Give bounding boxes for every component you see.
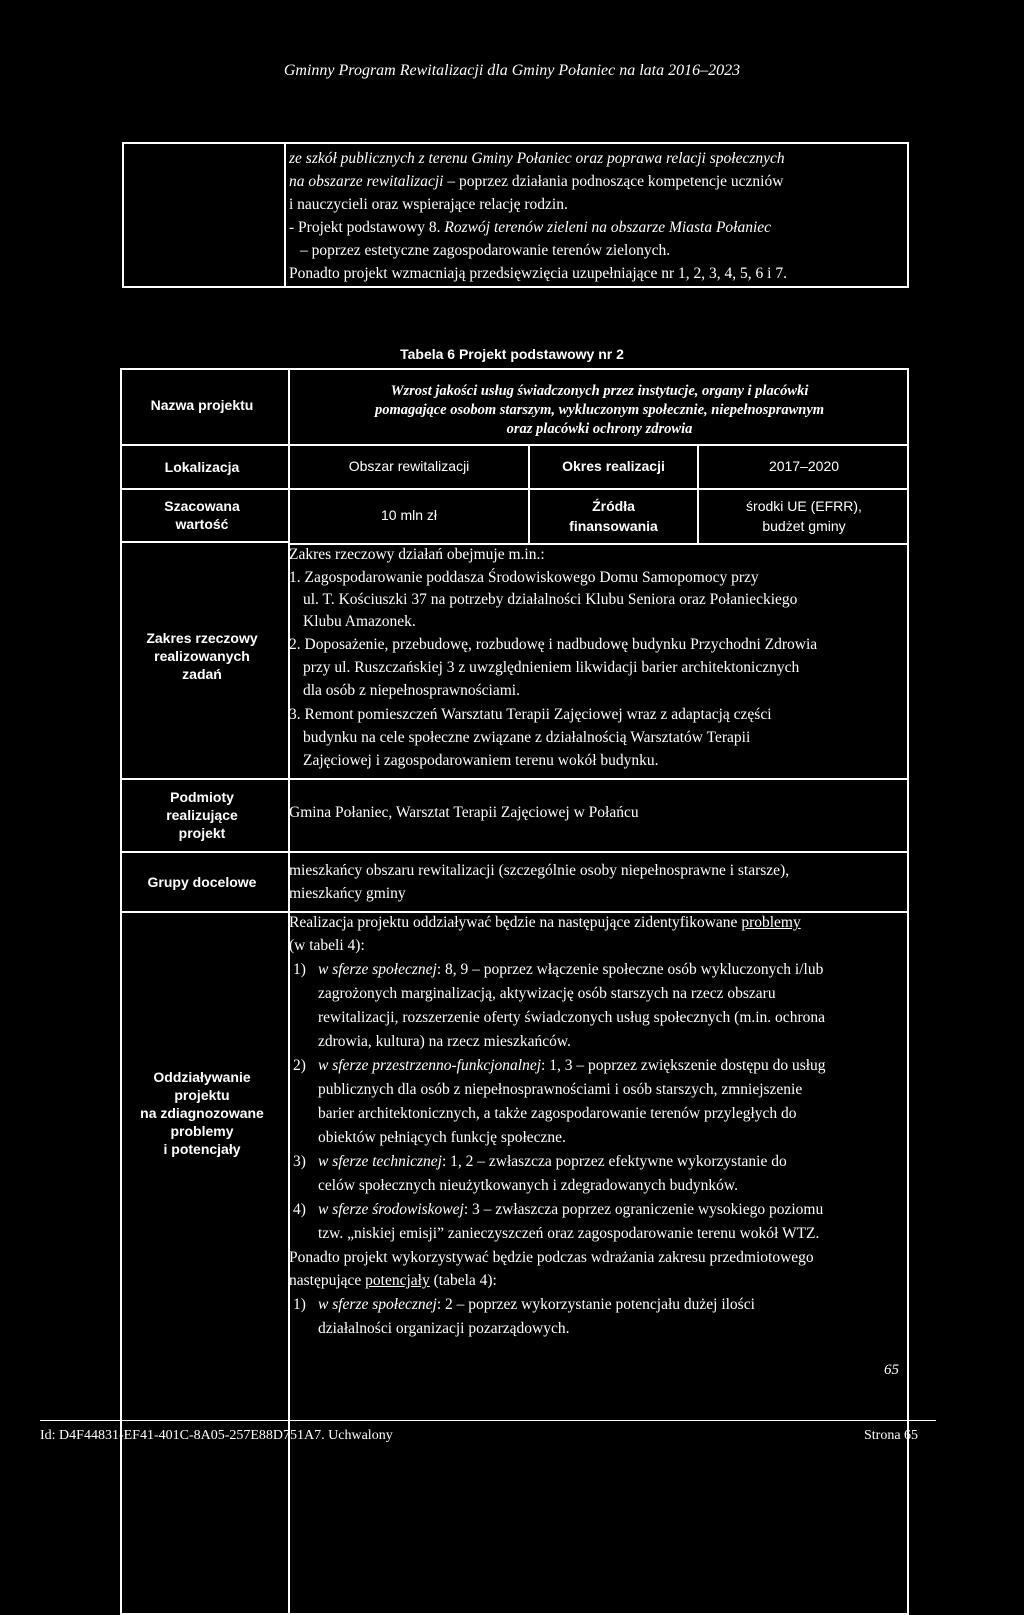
cont-line-1: ze szkół publicznych z terenu Gminy Połaniec oraz poprawa relacji społecznych: [289, 150, 785, 167]
cont-line-5: – poprzez estetyczne zagospodarowanie terenów zielonych.: [300, 242, 671, 259]
value-label: Szacowana wartość: [164, 498, 240, 532]
entities-label: Podmioty realizujące projekt: [166, 789, 238, 841]
entities-value: Gmina Połaniec, Warsztat Terapii Zajęciowej w Połańcu: [289, 804, 639, 821]
period-label: Okres realizacji: [562, 458, 665, 474]
cont-line-3: i nauczycieli oraz wspierające relację rodzin.: [289, 196, 568, 213]
value-amount: 10 mln zł: [380, 507, 438, 523]
sources-value: środki UE (EFRR), budżet gminy: [746, 498, 862, 534]
name-label: Nazwa projektu: [150, 397, 254, 413]
location-label: Lokalizacja: [164, 459, 240, 475]
table-caption: Tabela 6 Projekt podstawowy nr 2: [400, 346, 624, 362]
impact-intro: Realizacja projektu oddziaływać będzie na następujące zidentyfikowane problemy: [289, 914, 801, 931]
scope-label: Zakres rzeczowy realizowanych zadań: [146, 630, 258, 682]
period-value: 2017–2020: [768, 458, 840, 474]
cont-line-2: na obszarze rewitalizacji – poprzez działania podnoszące kompetencje uczniów: [289, 173, 784, 190]
cont-line-4: - Projekt podstawowy 8. Rozwój terenów zieleni na obszarze Miasta Połaniec: [289, 219, 772, 236]
page-number: 65: [884, 1362, 899, 1378]
sources-label: Źródła finansowania: [569, 498, 658, 534]
impact-label: Oddziaływanie projektu na zdiagnozowane problemy i potencjały: [140, 1069, 264, 1157]
location-value: Obszar rewitalizacji: [348, 458, 470, 474]
footer-doc-id: Id: D4F44831-EF41-401C-8A05-257E88D751A7. Uchwalony: [40, 1428, 393, 1443]
running-header: Gminny Program Rewitalizacji dla Gminy Połaniec na lata 2016–2023: [283, 62, 741, 79]
project-name: Wzrost jakości usług świadczonych przez instytucje, organy i placówki pomagające osobom starszym, wykluczonym społecznie, niepełnosprawnym oraz placówki ochrony zdrowia: [374, 383, 825, 437]
groups-label: Grupy docelowe: [147, 874, 257, 890]
footer-page: Strona 65: [864, 1428, 919, 1443]
cont-line-6: Ponadto projekt wzmacniają przedsięwzięcia uzupełniające nr 1, 2, 3, 4, 5, 6 i 7.: [289, 265, 787, 282]
